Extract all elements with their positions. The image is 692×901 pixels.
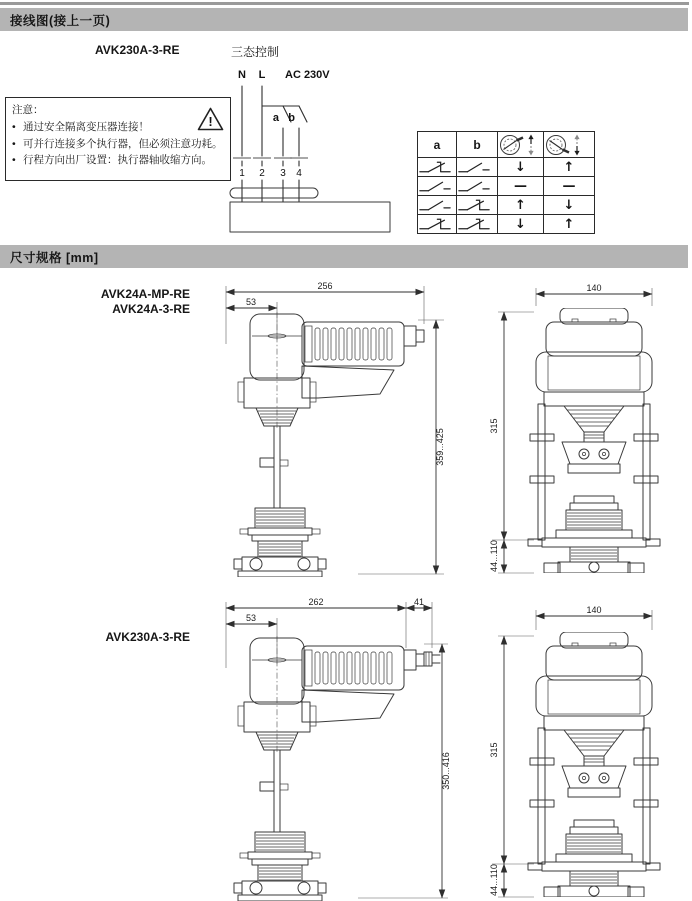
dim-total-width: 256 [317, 281, 333, 291]
direction-down-icon: ↓ [498, 158, 544, 177]
switch-b-open-icon [457, 177, 498, 196]
dim-body-height: 315 [489, 742, 499, 758]
control-table-row [418, 177, 595, 196]
dimension-drawing-front-1 [448, 282, 692, 577]
note-box [5, 97, 231, 181]
bullet-icon: • [12, 154, 16, 167]
line-label: L [258, 69, 266, 81]
switch-b-closed-icon [457, 196, 498, 215]
direction-stop-icon: — [498, 177, 544, 196]
top-divider [0, 2, 689, 5]
control-table-row [418, 158, 595, 177]
control-table-row [418, 196, 595, 215]
direction-down-icon: ↓ [498, 215, 544, 234]
dim-height-range: 350...416 [441, 752, 451, 790]
section-header-wiring [0, 8, 688, 31]
switch-a-closed-icon [418, 215, 457, 234]
header-switch-a: a [418, 132, 457, 158]
direction-up-icon: ↑ [544, 158, 595, 177]
dimension-drawing-side-1 [218, 282, 448, 577]
switch-b-label: b [288, 112, 295, 124]
direction-stop-icon: — [544, 177, 595, 196]
model-name: AVK24A-3-RE [112, 302, 190, 316]
section-title: 尺寸规格 [mm] [10, 250, 99, 265]
dim-stem-offset: 53 [245, 613, 257, 623]
dimension-set-1-models [60, 287, 190, 317]
switch-a-label: a [272, 112, 279, 124]
dim-width: 140 [586, 283, 602, 293]
dim-total-width: 262 [308, 597, 324, 607]
actuator-box [230, 202, 390, 232]
section-title: 接线图(接上一页) [10, 13, 111, 28]
exclamation-glyph: ! [208, 114, 213, 129]
note-item [12, 136, 224, 153]
neutral-label: N [238, 69, 246, 81]
switch-a-closed-icon [418, 158, 457, 177]
cable [424, 652, 440, 666]
dim-body-height: 315 [489, 418, 499, 434]
switch-a-open-icon [418, 177, 457, 196]
dimension-set-2-models [60, 630, 190, 645]
direction-up-icon: ↑ [498, 196, 544, 215]
switch-a-open-icon [418, 196, 457, 215]
terminal-4: 4 [296, 168, 302, 179]
header-switch-b: b [457, 132, 498, 158]
wiring-diagram [225, 62, 410, 237]
cable-sleeve [230, 188, 318, 198]
warning-triangle-icon [197, 107, 224, 131]
bullet-icon: • [12, 120, 16, 133]
dimension-drawing-side-2 [218, 598, 453, 901]
note-item [12, 152, 224, 169]
note-text: 可并行连接多个执行器，但必须注意功耗。 [23, 137, 223, 150]
model-name: AVK230A-3-RE [105, 630, 190, 644]
switch-b-closed-icon [457, 215, 498, 234]
switch-b-open-icon [457, 158, 498, 177]
rotary-switch-position-1-icon [498, 132, 544, 158]
note-item [12, 119, 224, 136]
terminal-marks [233, 158, 308, 166]
dimension-drawing-front-2 [448, 598, 692, 901]
control-table-body [418, 158, 595, 234]
direction-down-icon: ↓ [544, 196, 595, 215]
wiring-model-label: AVK230A-3-RE [95, 43, 180, 57]
bullet-icon: • [12, 137, 16, 150]
control-table-header-row [418, 132, 595, 158]
note-text: 通过安全隔离变压器连接！ [23, 120, 149, 133]
model-name: AVK24A-MP-RE [100, 287, 190, 301]
control-table [417, 131, 595, 234]
dim-width: 140 [586, 605, 602, 615]
section-header-dimensions [0, 245, 688, 268]
dim-stem-offset: 53 [245, 297, 257, 307]
dim-cable-gland: 41 [413, 597, 425, 607]
control-type-label: 三态控制 [231, 45, 280, 59]
note-title: 注意： [12, 104, 44, 116]
terminal-3: 3 [280, 168, 286, 179]
dim-stroke-range: 44...110 [489, 864, 499, 896]
note-text: 行程方向出厂设置：执行器轴收缩方向。 [23, 154, 212, 167]
dim-height-range: 359...425 [435, 428, 445, 466]
control-table-row [418, 215, 595, 234]
voltage-label: AC 230V [285, 69, 330, 81]
terminal-1: 1 [239, 168, 245, 179]
direction-up-icon: ↑ [544, 215, 595, 234]
terminal-2: 2 [259, 168, 265, 179]
rotary-switch-position-2-icon [544, 132, 595, 158]
dim-stroke-range: 44...110 [489, 540, 499, 572]
